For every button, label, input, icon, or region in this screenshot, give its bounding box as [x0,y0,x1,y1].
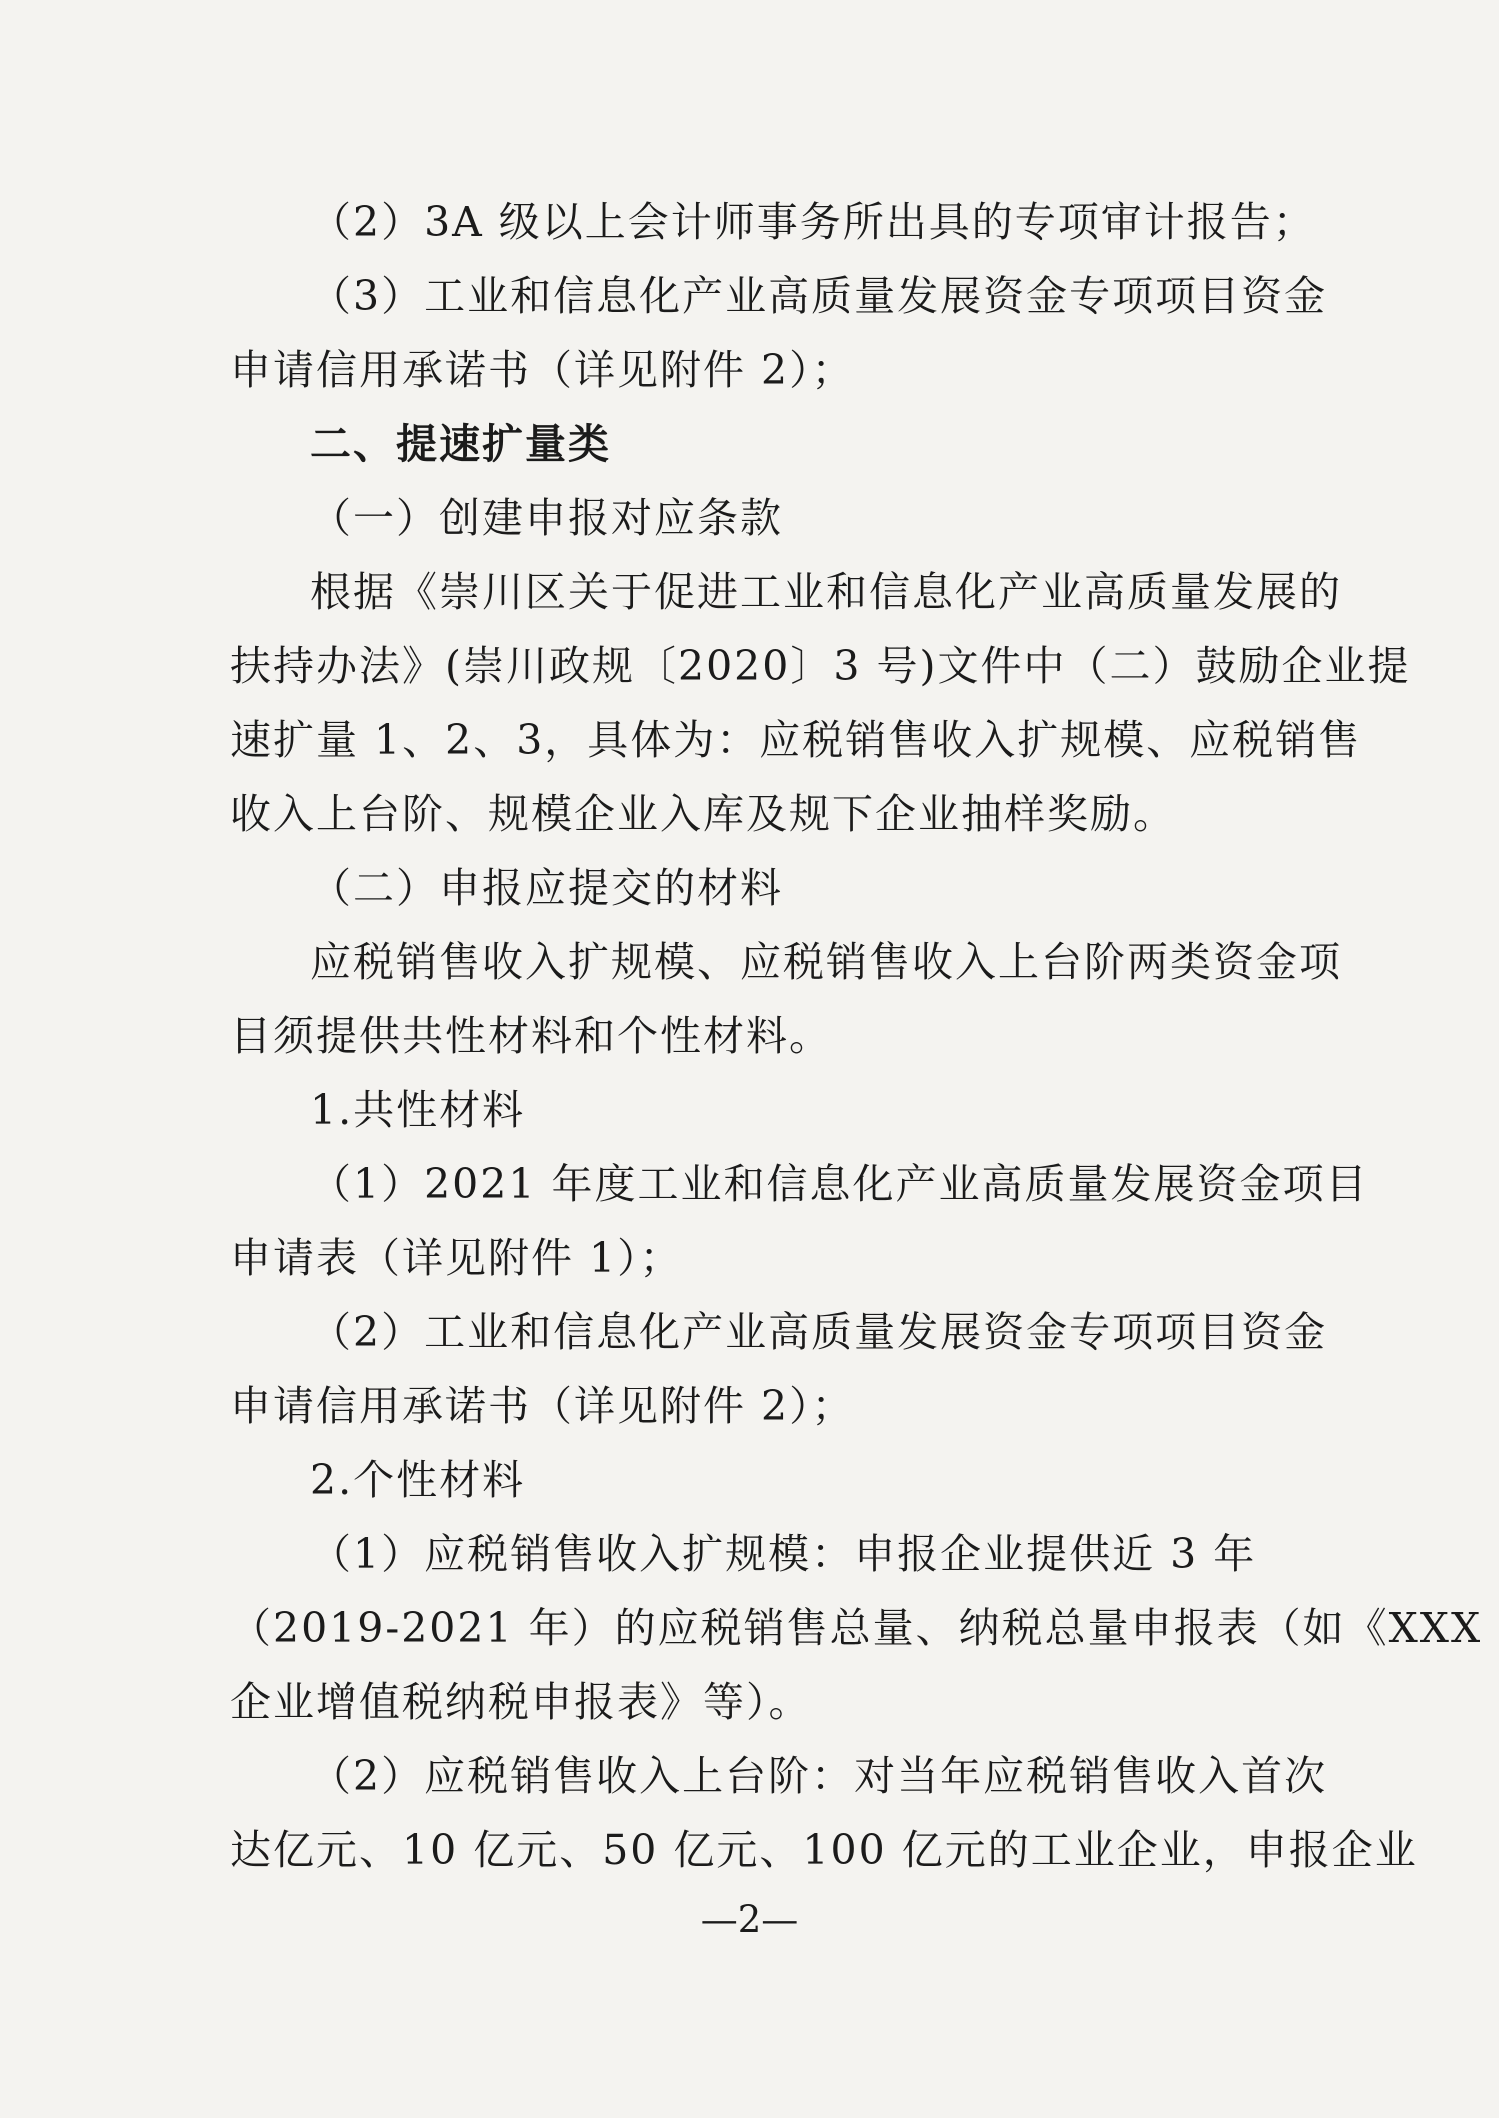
paragraph-line: （2）应税销售收入上台阶：对当年应税销售收入首次 [310,1752,1328,1800]
section-heading: 二、提速扩量类 [310,420,611,468]
paragraph-line: 达亿元、10 亿元、50 亿元、100 亿元的工业企业，申报企业 [230,1826,1418,1874]
paragraph-line: 企业增值税纳税申报表》等）。 [230,1678,812,1726]
paragraph-line: 速扩量 1、2、3，具体为：应税销售收入扩规模、应税销售 [230,716,1362,764]
paragraph-line: 扶持办法》(崇川政规〔2020〕3 号)文件中（二）鼓励企业提 [230,642,1411,690]
paragraph-line: 根据《崇川区关于促进工业和信息化产业高质量发展的 [310,568,1342,616]
paragraph-line: （1）应税销售收入扩规模：申报企业提供近 3 年 [310,1530,1257,1578]
list-heading: 2.个性材料 [310,1456,526,1504]
paragraph-line: 收入上台阶、规模企业入库及规下企业抽样奖励。 [230,790,1176,838]
paragraph-line: 申请表（详见附件 1）； [230,1234,683,1282]
paragraph-line: （1）2021 年度工业和信息化产业高质量发展资金项目 [310,1160,1369,1208]
page-number: —2— [700,1898,799,1941]
paragraph-line: 申请信用承诺书（详见附件 2）； [230,346,855,394]
subsection-heading: （二）申报应提交的材料 [310,864,783,912]
paragraph-line: 应税销售收入扩规模、应税销售收入上台阶两类资金项 [310,938,1342,986]
paragraph-line: 申请信用承诺书（详见附件 2）； [230,1382,855,1430]
subsection-heading: （一）创建申报对应条款 [310,494,783,542]
paragraph-line: （2019-2021 年）的应税销售总量、纳税总量申报表（如《XXX [230,1604,1483,1652]
paragraph-line: 目须提供共性材料和个性材料。 [230,1012,832,1060]
paragraph-line: （2）3A 级以上会计师事务所出具的专项审计报告； [310,198,1316,246]
list-heading: 1.共性材料 [310,1086,526,1134]
paragraph-line: （3）工业和信息化产业高质量发展资金专项项目资金 [310,272,1328,320]
paragraph-line: （2）工业和信息化产业高质量发展资金专项项目资金 [310,1308,1328,1356]
